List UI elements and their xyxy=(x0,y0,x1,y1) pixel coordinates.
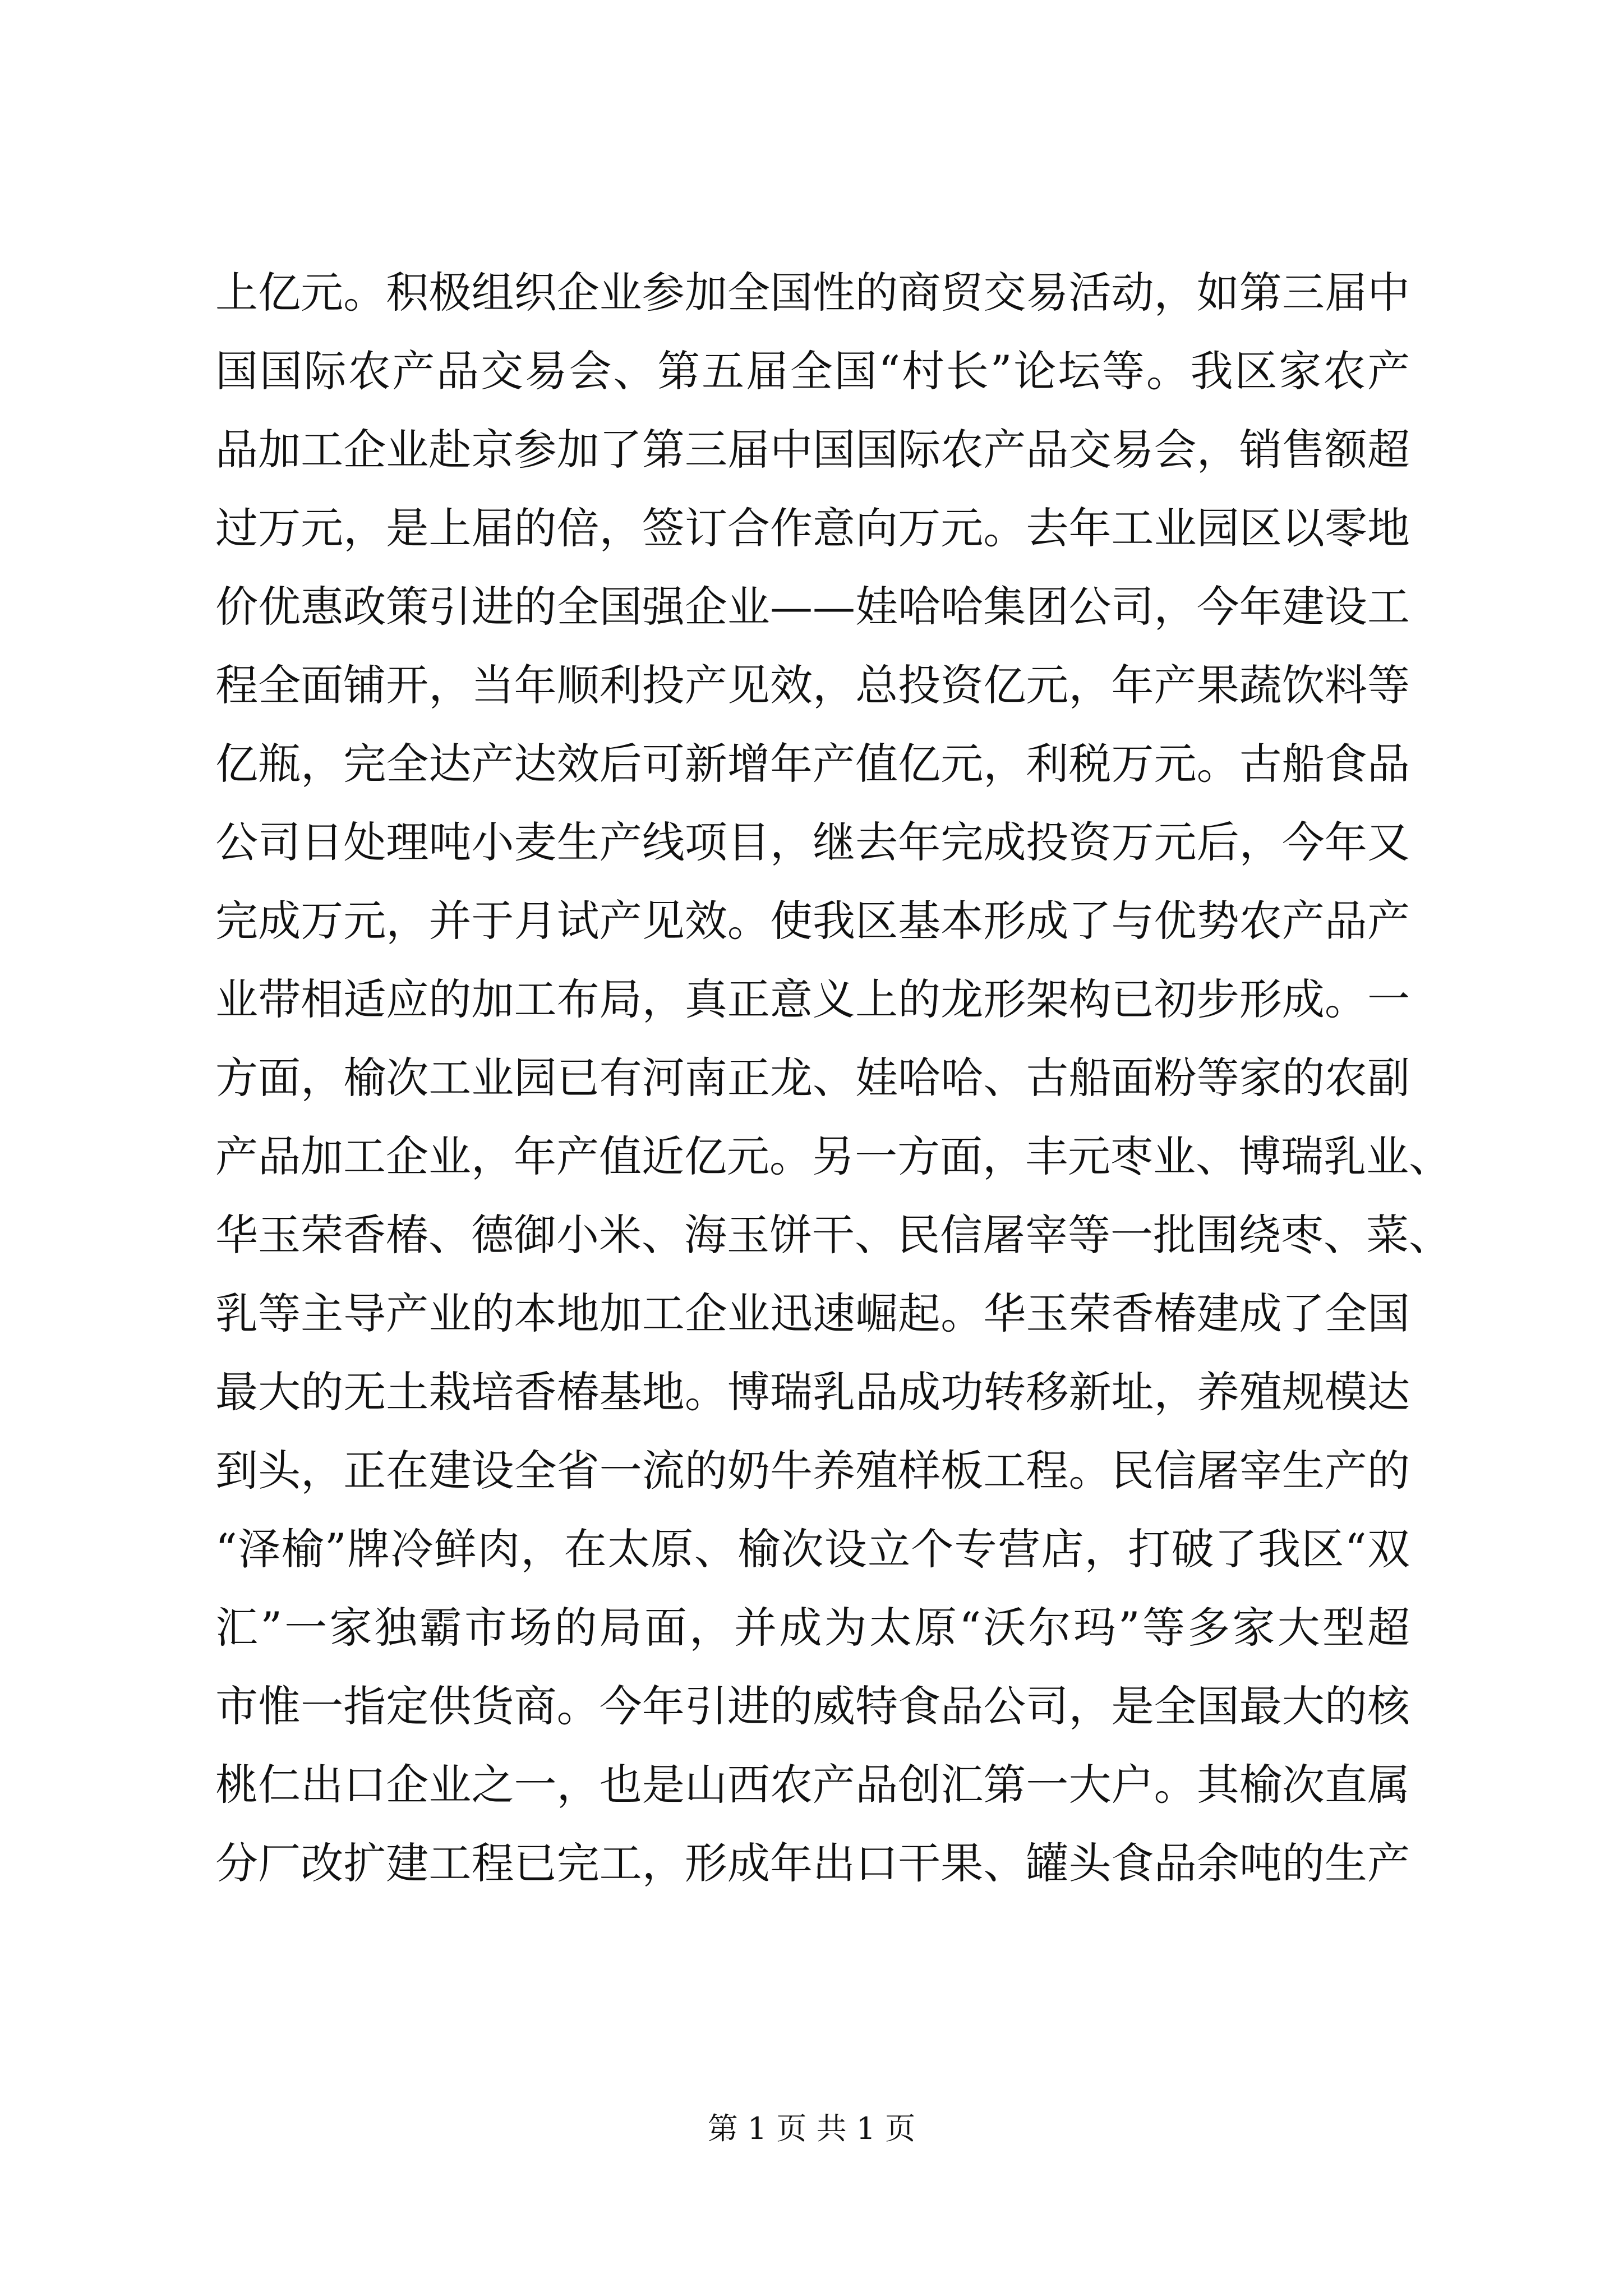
text-line: 产品加工企业，年产值近亿元。另一方面，丰元枣业、博瑞乳业、 xyxy=(215,1131,1451,1181)
body-text xyxy=(215,254,1451,1903)
text-line: 到头，正在建设全省一流的奶牛养殖样板工程。民信屠宰生产的 xyxy=(215,1446,1410,1496)
text-line: 上亿元。积极组织企业参加全国性的商贸交易活动，如第三届中 xyxy=(215,268,1410,318)
text-line: 市惟一指定供货商。今年引进的威特食品公司，是全国最大的核 xyxy=(215,1681,1410,1731)
text-line: 品加工企业赴京参加了第三届中国国际农产品交易会，销售额超 xyxy=(215,425,1410,475)
text-line: 程全面铺开，当年顺利投产见效，总投资亿元，年产果蔬饮料等 xyxy=(215,660,1410,710)
text-line: 国国际农产品交易会、第五届全国“村长”论坛等。我区家农产 xyxy=(215,346,1410,396)
text-line: 过万元，是上届的倍，签订合作意向万元。去年工业园区以零地 xyxy=(215,503,1410,553)
text-line: 方面，榆次工业园已有河南正龙、娃哈哈、古船面粉等家的农副 xyxy=(215,1053,1410,1103)
text-line: 业带相适应的加工布局，真正意义上的龙形架构已初步形成。一 xyxy=(215,974,1410,1024)
text-line: 价优惠政策引进的全国强企业——娃哈哈集团公司，今年建设工 xyxy=(215,582,1410,632)
text-line: 华玉荣香椿、德御小米、海玉饼干、民信屠宰等一批围绕枣、菜、 xyxy=(215,1210,1451,1260)
text-line: 分厂改扩建工程已完工，形成年出口干果、罐头食品余吨的生产 xyxy=(215,1838,1410,1888)
text-line: 公司日处理吨小麦生产线项目，继去年完成投资万元后，今年又 xyxy=(215,817,1410,867)
text-line: 最大的无土栽培香椿基地。博瑞乳品成功转移新址，养殖规模达 xyxy=(215,1367,1410,1417)
text-line: 乳等主导产业的本地加工企业迅速崛起。华玉荣香椿建成了全国 xyxy=(215,1289,1410,1338)
page-footer xyxy=(0,2109,1623,2148)
page-number-label: 第 1 页 共 1 页 xyxy=(707,2111,916,2146)
text-line: 完成万元，并于月试产见效。使我区基本形成了与优势农产品产 xyxy=(215,896,1410,946)
text-line: 亿瓶，完全达产达效后可新增年产值亿元，利税万元。古船食品 xyxy=(215,739,1410,789)
text-line: 汇”一家独霸市场的局面，并成为太原“沃尔玛”等多家大型超 xyxy=(215,1603,1410,1653)
text-line: “泽榆”牌冷鲜肉，在太原、榆次设立个专营店，打破了我区“双 xyxy=(215,1524,1410,1574)
text-line: 桃仁出口企业之一，也是山西农产品创汇第一大户。其榆次直属 xyxy=(215,1760,1410,1810)
